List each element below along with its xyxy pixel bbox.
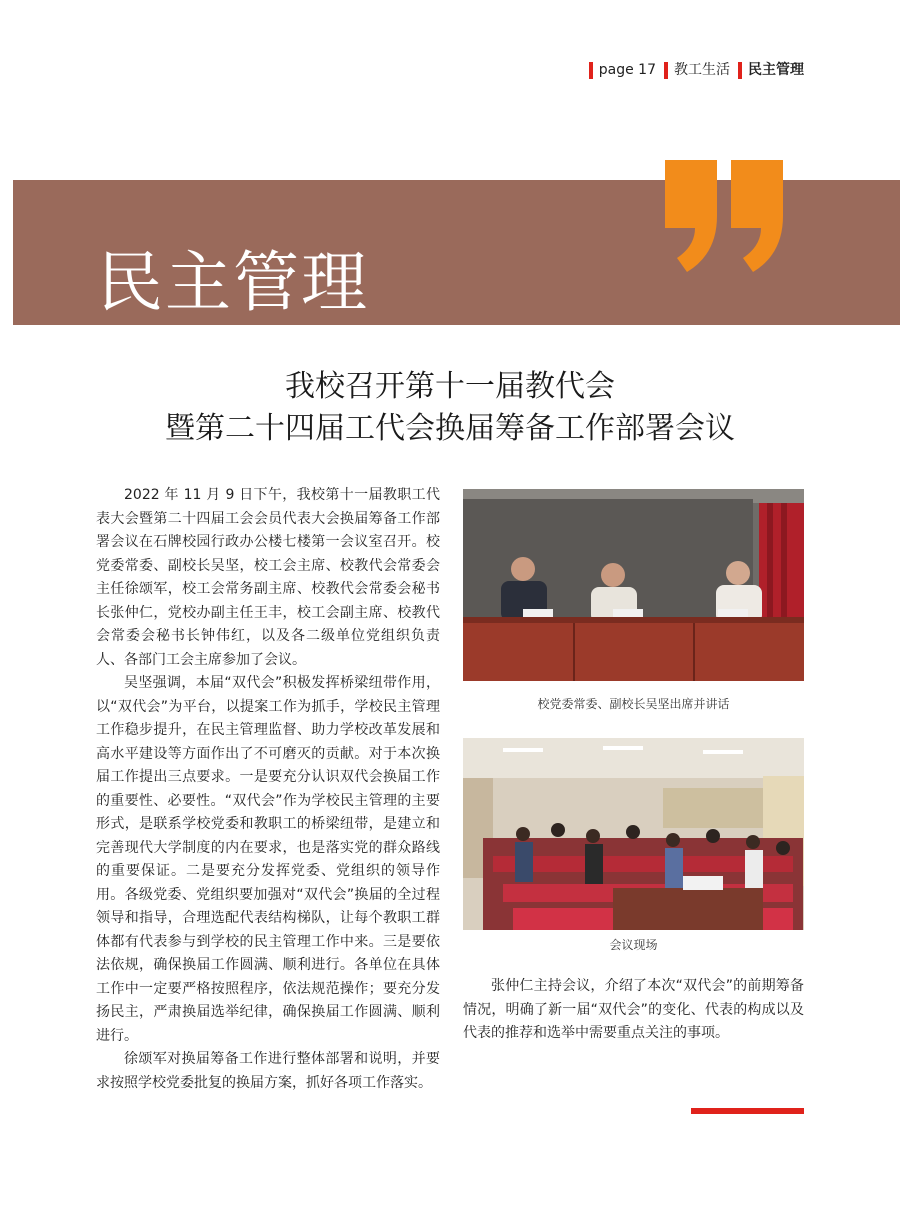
page-number: page 17	[598, 62, 656, 78]
subsection-label: 民主管理	[748, 62, 804, 78]
breadcrumb-divider	[664, 62, 668, 79]
breadcrumb	[589, 60, 804, 80]
article-title	[0, 366, 900, 450]
photo-caption: 会议现场	[609, 938, 658, 952]
photo-speakers	[463, 489, 804, 681]
paragraph: 吴坚强调，本届“双代会”积极发挥桥梁纽带作用，以“双代会”为平台，以提案工作为抓手，学校民主管理工作稳步提升，在民主管理监督、助力学校改革发展和高水平建设等方面作出了不可磨灭的贡献。对于本次换届工作提出三点要求。一是要充分认识双代会换届工作的重要性、必要性。“双代会”作为学校民主管理的主要形式，是联系学校党委和教职工的桥梁纽带，是建立和完善现代大学制度的内在要求，也是落实党的群众路线的重要保证。二是要充分发挥党委、党组织的领导作用。各级党委、党组织要加强对“双代会”换届的全过程领导和指导，合理选配代表结构梯队，让每个教职工群体都有代表参与到学校的民主管理工作中来。三是要依法依规，确保换届工作圆满、顺利进行。各单位在具体工作中一定要严格按照程序，依法规范操作；要充分发扬民主，严肃换届选举纪律，确保换届工作圆满、顺利进行。	[96, 675, 440, 1044]
breadcrumb-divider	[738, 62, 742, 79]
photo-meeting	[463, 738, 804, 930]
breadcrumb-subsection	[738, 60, 804, 80]
end-marker	[691, 1108, 804, 1114]
paragraph: 2022 年 11 月 9 日下午，我校第十一届教职工代表大会暨第二十四届工会会员代表大会换届筹备工作部署会议在石牌校园行政办公楼七楼第一会议室召开。校党委常委、副校长吴坚，校工会主席、校教代会常委会主任徐颂军，校工会常务副主席、校教代会常委会秘书长张仲仁，党校办副主任王丰，校工会副主席、校教代会常委会秘书长钟伟红，以及各二级单位党组织负责人、各部门工会主席参加了会议。	[96, 487, 440, 668]
article-body-right	[463, 975, 804, 1046]
paragraph: 张仲仁主持会议，介绍了本次“双代会”的前期筹备情况，明确了新一届“双代会”的变化、代表的构成以及代表的推荐和选举中需要重点关注的事项。	[463, 978, 804, 1041]
article-title-line1: 我校召开第十一届教代会	[285, 369, 615, 404]
section-label: 教工生活	[674, 62, 730, 78]
paragraph: 徐颂军对换届筹备工作进行整体部署和说明，并要求按照学校党委批复的换届方案，抓好各项工作落实。	[96, 1051, 440, 1091]
breadcrumb-section	[664, 60, 730, 80]
article-title-line2: 暨第二十四届工代会换届筹备工作部署会议	[165, 411, 735, 446]
quote-icon	[663, 158, 789, 276]
breadcrumb-page	[589, 60, 656, 80]
photo-meeting-image	[463, 738, 804, 930]
photo-speakers-image	[463, 489, 804, 681]
breadcrumb-divider	[589, 62, 593, 79]
article-body-left	[96, 484, 440, 1095]
photo-caption: 校党委常委、副校长吴坚出席并讲话	[537, 697, 730, 711]
banner-title: 民主管理	[97, 244, 369, 321]
